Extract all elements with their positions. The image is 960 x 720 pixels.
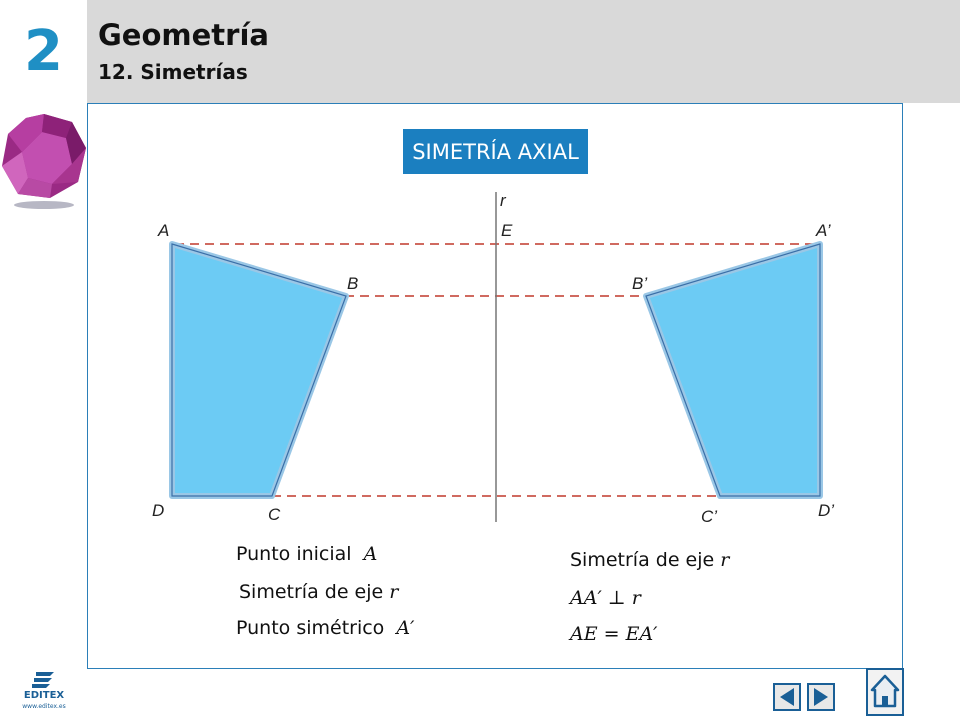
caption-right-3-formula: AE = EA′ — [570, 623, 658, 645]
home-button[interactable] — [866, 668, 904, 716]
caption-left-2-var: r — [389, 581, 399, 603]
page-title: Geometría — [98, 18, 269, 52]
caption-left-2-text: Simetría de eje — [239, 581, 384, 603]
caption-right-2 — [570, 587, 641, 609]
caption-left-1-var: A — [363, 543, 378, 565]
point-label-c-prime: C’ — [701, 507, 718, 526]
next-button[interactable] — [807, 683, 835, 711]
quadrilateral-reflected — [646, 244, 820, 496]
caption-left-1-text: Punto inicial — [236, 543, 352, 565]
page-subtitle: 12. Simetrías — [98, 60, 248, 84]
point-label-b-prime: B’ — [632, 274, 648, 293]
point-label-a: A — [158, 221, 170, 240]
prev-button[interactable] — [773, 683, 801, 711]
logo-text: EDITEX — [23, 690, 65, 701]
axis-label-r: r — [500, 191, 506, 210]
point-label-d: D — [152, 501, 165, 520]
quadrilateral-original — [172, 244, 346, 496]
point-label-a-prime: A’ — [816, 221, 831, 240]
caption-left-3 — [236, 617, 414, 639]
caption-left-3-text: Punto simétrico — [236, 617, 385, 639]
caption-left-2 — [239, 581, 398, 603]
caption-right-1-text: Simetría de eje — [570, 549, 715, 571]
point-label-e: E — [501, 221, 513, 240]
caption-right-1 — [570, 549, 729, 571]
section-badge: SIMETRÍA AXIAL — [403, 129, 588, 174]
caption-right-3 — [570, 623, 658, 645]
caption-right-1-var: r — [720, 549, 730, 571]
caption-left-3-var: A′ — [396, 617, 415, 639]
point-label-d-prime: D’ — [818, 501, 835, 520]
point-label-b: B — [347, 274, 359, 293]
point-label-c: C — [268, 505, 281, 524]
caption-left-1 — [236, 543, 377, 565]
caption-right-2-formula: AA′ ⊥ r — [570, 587, 641, 609]
logo-url: www.editex.es — [22, 703, 66, 710]
chapter-number: 2 — [24, 19, 63, 84]
